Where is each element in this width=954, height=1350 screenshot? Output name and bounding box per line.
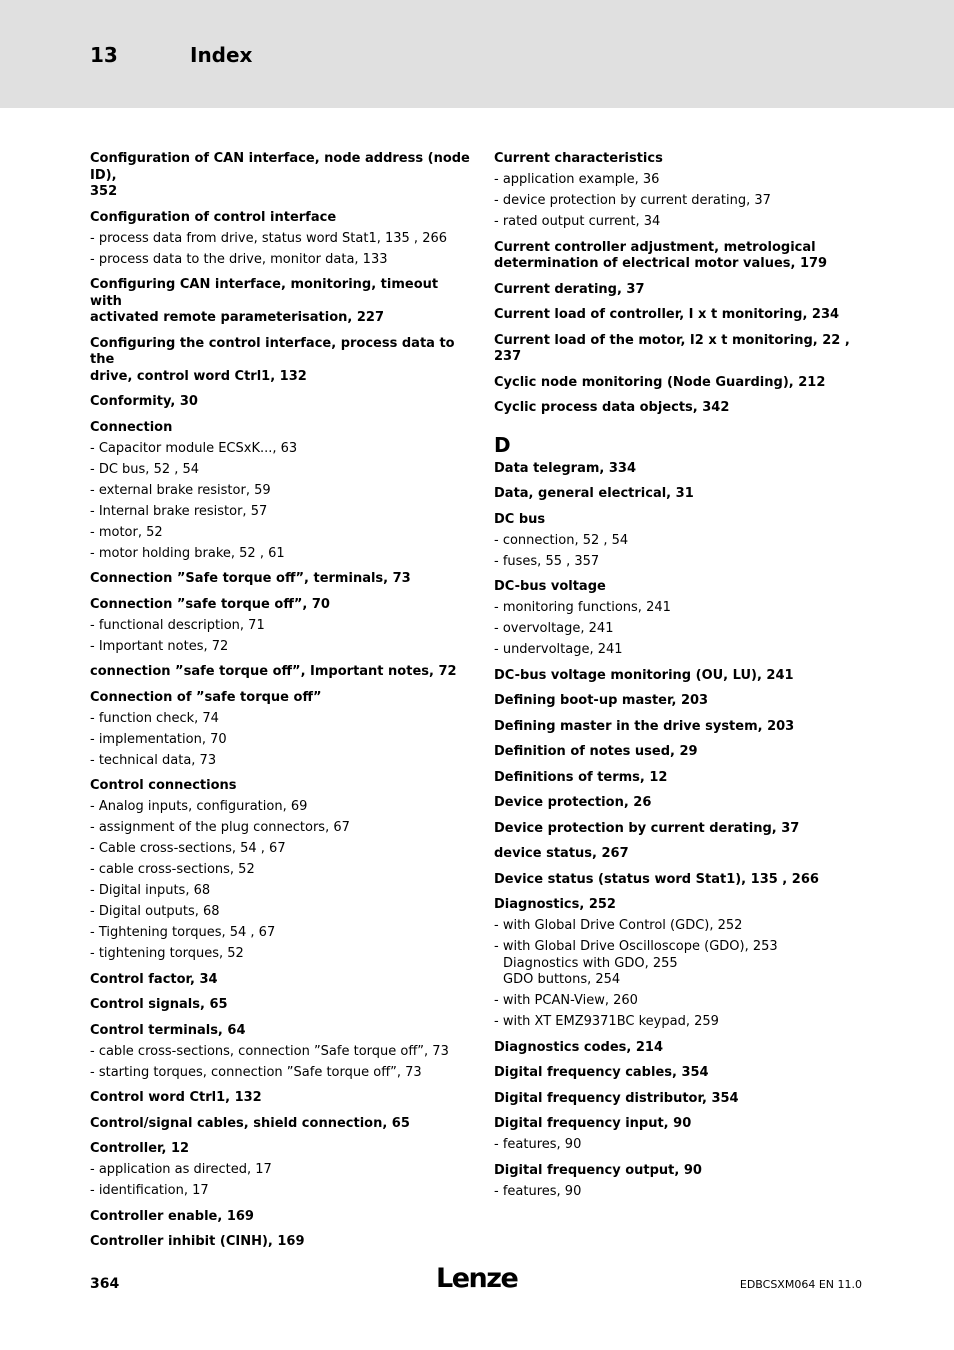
index-term: Control terminals, 64 (90, 1022, 246, 1038)
lenze-logo: Lenze (436, 1263, 518, 1294)
index-entry (90, 394, 470, 411)
index-group-d (494, 461, 874, 1201)
index-column-left (90, 151, 470, 1260)
index-entry (90, 997, 470, 1014)
index-subentry: - starting torques, connection ”Safe torque off”, 73 (90, 1064, 422, 1080)
index-term: Configuring the control interface, process data to the (90, 335, 455, 367)
index-group-current (494, 151, 874, 417)
index-entry (494, 1116, 874, 1154)
index-entry (90, 277, 470, 327)
index-subentry: - Internal brake resistor, 57 (90, 503, 268, 519)
index-term: Current characteristics (494, 151, 663, 166)
index-entry (494, 400, 874, 417)
chapter-header (0, 0, 954, 108)
index-term: Control connections (90, 778, 237, 793)
index-column-right (494, 151, 874, 1209)
index-subentry: - Capacitor module ECSxK..., 63 (90, 440, 298, 456)
index-subentry: - process data to the drive, monitor data, 133 (90, 251, 388, 267)
index-term: Control word Ctrl1, 132 (90, 1090, 262, 1105)
index-entry (494, 795, 874, 812)
index-subentry: - motor, 52 (90, 524, 163, 540)
index-term: Digital frequency cables, 354 (494, 1065, 709, 1080)
index-term: DC-bus voltage (494, 579, 606, 594)
index-term: Current controller adjustment, metrological (494, 239, 816, 255)
index-term: Diagnostics codes, 214 (494, 1039, 663, 1055)
index-entry (494, 719, 874, 736)
index-subentry: - undervoltage, 241 (494, 642, 623, 657)
index-term: Configuration of control interface (90, 209, 337, 225)
section-letter: D (494, 432, 511, 457)
index-term: DC-bus voltage monitoring (OU, LU), 241 (494, 667, 794, 683)
index-term: Defining master in the drive system, 203 (494, 718, 795, 734)
index-subentry: - cable cross-sections, connection ”Safe torque off”, 73 (90, 1043, 449, 1059)
index-term: device status, 267 (494, 846, 629, 861)
index-term: Cyclic process data objects, 342 (494, 400, 730, 415)
index-entry (90, 1209, 470, 1226)
index-subentry: - Analog inputs, configuration, 69 (90, 799, 308, 814)
index-entry (494, 240, 874, 273)
index-term: Controller inhibit (CINH), 169 (90, 1234, 305, 1249)
index-subentry: - process data from drive, status word Stat1, 135 , 266 (90, 230, 448, 246)
index-entry (494, 486, 874, 503)
index-term: Defining boot-up master, 203 (494, 693, 709, 708)
index-entry (90, 571, 470, 588)
index-entry (494, 333, 874, 366)
index-entry (494, 821, 874, 838)
index-subentry: - with Global Drive Control (GDC), 252 (494, 918, 743, 933)
index-subentry: - function check, 74 (90, 710, 219, 726)
index-subentry: - overvoltage, 241 (494, 621, 614, 636)
index-entry (494, 744, 874, 761)
index-term: Current load of controller, I x t monitoring, 234 (494, 307, 840, 322)
index-entry (90, 972, 470, 989)
index-subentry: - features, 90 (494, 1183, 582, 1199)
index-term: Conformity, 30 (90, 394, 198, 409)
index-entry (494, 307, 874, 324)
index-subentry: - assignment of the plug connectors, 67 (90, 820, 350, 835)
index-subentry: - external brake resistor, 59 (90, 482, 271, 498)
index-term: Digital frequency distributor, 354 (494, 1090, 739, 1106)
index-term: Current derating, 37 (494, 281, 645, 297)
index-entry (90, 1116, 470, 1133)
index-subsubentry: Diagnostics with GDO, 255 (503, 955, 678, 971)
index-term: connection ”safe torque off”, Important notes, 72 (90, 664, 457, 679)
index-entry (90, 1234, 470, 1251)
index-subentry: - fuses, 55 , 357 (494, 553, 600, 569)
index-term: Data telegram, 334 (494, 460, 637, 476)
index-subentry: - application example, 36 (494, 172, 660, 187)
index-term: Configuration of CAN interface, node address (node ID), (90, 151, 470, 183)
index-term: Device protection, 26 (494, 795, 652, 810)
index-term: DC bus (494, 511, 546, 527)
index-term: Definition of notes used, 29 (494, 744, 698, 759)
index-entry (494, 668, 874, 685)
index-term: Connection (90, 419, 173, 435)
index-entry (494, 512, 874, 571)
index-entry (494, 1040, 874, 1057)
index-subentry: - Important notes, 72 (90, 638, 229, 654)
index-entry (90, 1141, 470, 1200)
index-entry (90, 690, 470, 770)
index-subentry: - connection, 52 , 54 (494, 532, 629, 548)
index-subentry: - with XT EMZ9371BC keypad, 259 (494, 1014, 719, 1029)
index-term: Current load of the motor, I2 x t monitoring, 22 , 237 (494, 332, 850, 364)
index-entry (494, 461, 874, 478)
chapter-title: Index (190, 43, 253, 67)
index-term: Definitions of terms, 12 (494, 769, 668, 785)
index-subentry: - cable cross-sections, 52 (90, 862, 255, 877)
index-entry (90, 664, 470, 681)
index-term: Device protection by current derating, 37 (494, 820, 800, 836)
index-term-continued: 352 (90, 184, 118, 199)
index-subentry: - Cable cross-sections, 54 , 67 (90, 841, 286, 856)
index-term: Configuring CAN interface, monitoring, timeout with (90, 277, 439, 309)
index-subentry: - DC bus, 52 , 54 (90, 461, 200, 477)
index-entry (494, 770, 874, 787)
index-term: Connection ”safe torque off”, 70 (90, 596, 330, 612)
page-number: 364 (90, 1276, 120, 1292)
index-subentry: - tightening torques, 52 (90, 946, 244, 961)
index-subentry: - device protection by current derating, 37 (494, 193, 771, 208)
index-subentry: - features, 90 (494, 1137, 582, 1152)
index-entry (494, 897, 874, 1031)
index-entry (90, 1023, 470, 1082)
index-term: Control signals, 65 (90, 997, 228, 1012)
document-id: EDBCSXM064 EN 11.0 (739, 1278, 862, 1291)
chapter-number: 13 (90, 43, 118, 67)
index-entry (494, 151, 874, 231)
index-subentry: - monitoring functions, 241 (494, 600, 671, 615)
index-term-continued: determination of electrical motor values, 179 (494, 256, 828, 271)
index-entry (90, 210, 470, 269)
index-entry (90, 151, 470, 201)
index-subentry: - application as directed, 17 (90, 1162, 272, 1177)
index-subentry: - rated output current, 34 (494, 214, 661, 229)
index-subentry: - with PCAN-View, 260 (494, 993, 638, 1008)
index-entry (494, 1065, 874, 1082)
index-term: Digital frequency input, 90 (494, 1116, 692, 1131)
index-entry (494, 1163, 874, 1201)
index-entry (90, 597, 470, 656)
index-subentry: - Digital inputs, 68 (90, 883, 211, 898)
index-term-continued: drive, control word Ctrl1, 132 (90, 368, 307, 384)
index-term: Device status (status word Stat1), 135 , 266 (494, 871, 819, 887)
index-term: Controller enable, 169 (90, 1208, 254, 1224)
index-subentry: - functional description, 71 (90, 617, 265, 633)
index-subsubentry: GDO buttons, 254 (503, 972, 621, 987)
index-term: Data, general electrical, 31 (494, 486, 694, 501)
index-entry (494, 282, 874, 299)
index-term: Cyclic node monitoring (Node Guarding), 212 (494, 374, 826, 390)
index-entry (494, 846, 874, 863)
index-term: Connection ”Safe torque off”, terminals, 73 (90, 571, 411, 586)
index-term: Connection of ”safe torque off” (90, 689, 322, 705)
index-term: Control/signal cables, shield connection, 65 (90, 1115, 410, 1131)
index-term: Controller, 12 (90, 1141, 190, 1156)
index-subentry: - with Global Drive Oscilloscope (GDO), 253 (494, 939, 778, 954)
index-entry (494, 375, 874, 392)
index-entry (494, 579, 874, 659)
index-subentry: - Digital outputs, 68 (90, 904, 220, 919)
index-term-continued: activated remote parameterisation, 227 (90, 310, 385, 325)
index-entry (90, 336, 470, 386)
index-entry (494, 872, 874, 889)
index-term: Control factor, 34 (90, 971, 218, 987)
index-entry (90, 1090, 470, 1107)
index-term: Diagnostics, 252 (494, 897, 616, 912)
index-entry (494, 693, 874, 710)
index-entry (494, 1091, 874, 1108)
index-subentry: - identification, 17 (90, 1183, 209, 1198)
index-subentry: - technical data, 73 (90, 752, 217, 768)
index-entry (90, 420, 470, 563)
index-entry (90, 778, 470, 963)
index-term: Digital frequency output, 90 (494, 1162, 702, 1178)
index-subentry: - Tightening torques, 54 , 67 (90, 925, 276, 940)
index-subentry: - implementation, 70 (90, 731, 227, 747)
index-subentry: - motor holding brake, 52 , 61 (90, 545, 285, 561)
